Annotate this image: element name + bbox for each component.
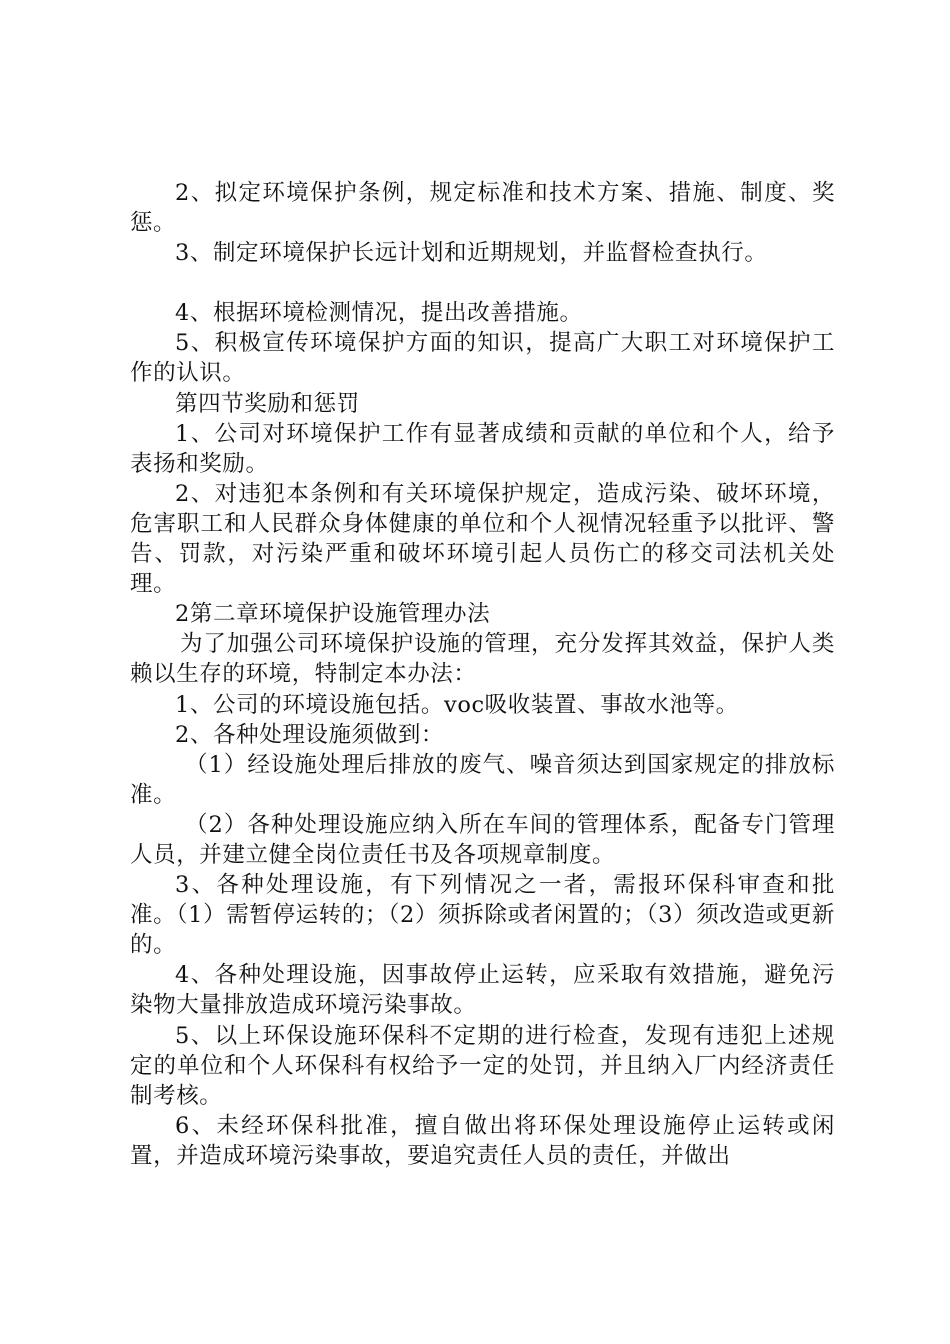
paragraph-accident: 4、各种处理设施，因事故停止运转，应采取有效措施，避免污染物大量排放造成环境污染事故。 — [130, 962, 835, 1019]
paragraph-requirements: 2、各种处理设施须做到： — [175, 721, 445, 748]
paragraph-inspection: 5、以上环保设施环保科不定期的进行检查，发现有违犯上述规定的单位和个人环保科有权给予一定的处罚，并且纳入厂内经济责任制考核。 — [130, 1022, 835, 1109]
paragraph-improvement: 4、根据环境检测情况，提出改善措施。 — [175, 300, 583, 327]
paragraph-penalties: 2、对违犯本条例和有关环境保护规定，造成污染、破坏环境，危害职工和人民群众身体健康的单位和个人视情况轻重予以批评、警告、罚款，对污染严重和破坏环境引起人员伤亡的移交司法机关处理。 — [130, 480, 835, 598]
paragraph-facilities-list: 1、公司的环境设施包括。voc吸收装置、事故水池等。 — [175, 691, 739, 718]
section-heading-rewards: 第四节奖励和惩罚 — [175, 390, 360, 417]
chapter-heading-facilities: 2第二章环境保护设施管理办法 — [175, 601, 491, 628]
paragraph-publicity: 5、积极宣传环境保护方面的知识，提高广大职工对环境保护工作的认识。 — [130, 330, 835, 387]
paragraph-liability: 6、未经环保科批准，擅自做出将环保处理设施停止运转或闲置，并造成环境污染事故，要追究责任人员的责任，并做出 — [130, 1112, 835, 1169]
paragraph-management-system: （2）各种处理设施应纳入所在车间的管理体系，配备专门管理人员，并建立健全岗位责任书及各项规章制度。 — [130, 811, 835, 868]
paragraph-purpose: 为了加强公司环境保护设施的管理，充分发挥其效益，保护人类赖以生存的环境，特制定本办法： — [130, 631, 835, 688]
paragraph-rewards: 1、公司对环境保护工作有显著成绩和贡献的单位和个人，给予表扬和奖励。 — [130, 420, 835, 477]
document-body — [130, 178, 835, 1171]
paragraph-emission-standard: （1）经设施处理后排放的废气、噪音须达到国家规定的排放标准。 — [130, 751, 835, 808]
paragraph-regulations: 2、拟定环境保护条例，规定标准和技术方案、措施、制度、奖惩。 — [130, 180, 835, 237]
paragraph-approval: 3、各种处理设施，有下列情况之一者，需报环保科审查和批准。（1）需暂停运转的；（2）须拆除或者闲置的；（3）须改造或更新的。 — [130, 872, 835, 959]
paragraph-planning: 3、制定环境保护长远计划和近期规划，并监督检查执行。 — [175, 240, 768, 267]
